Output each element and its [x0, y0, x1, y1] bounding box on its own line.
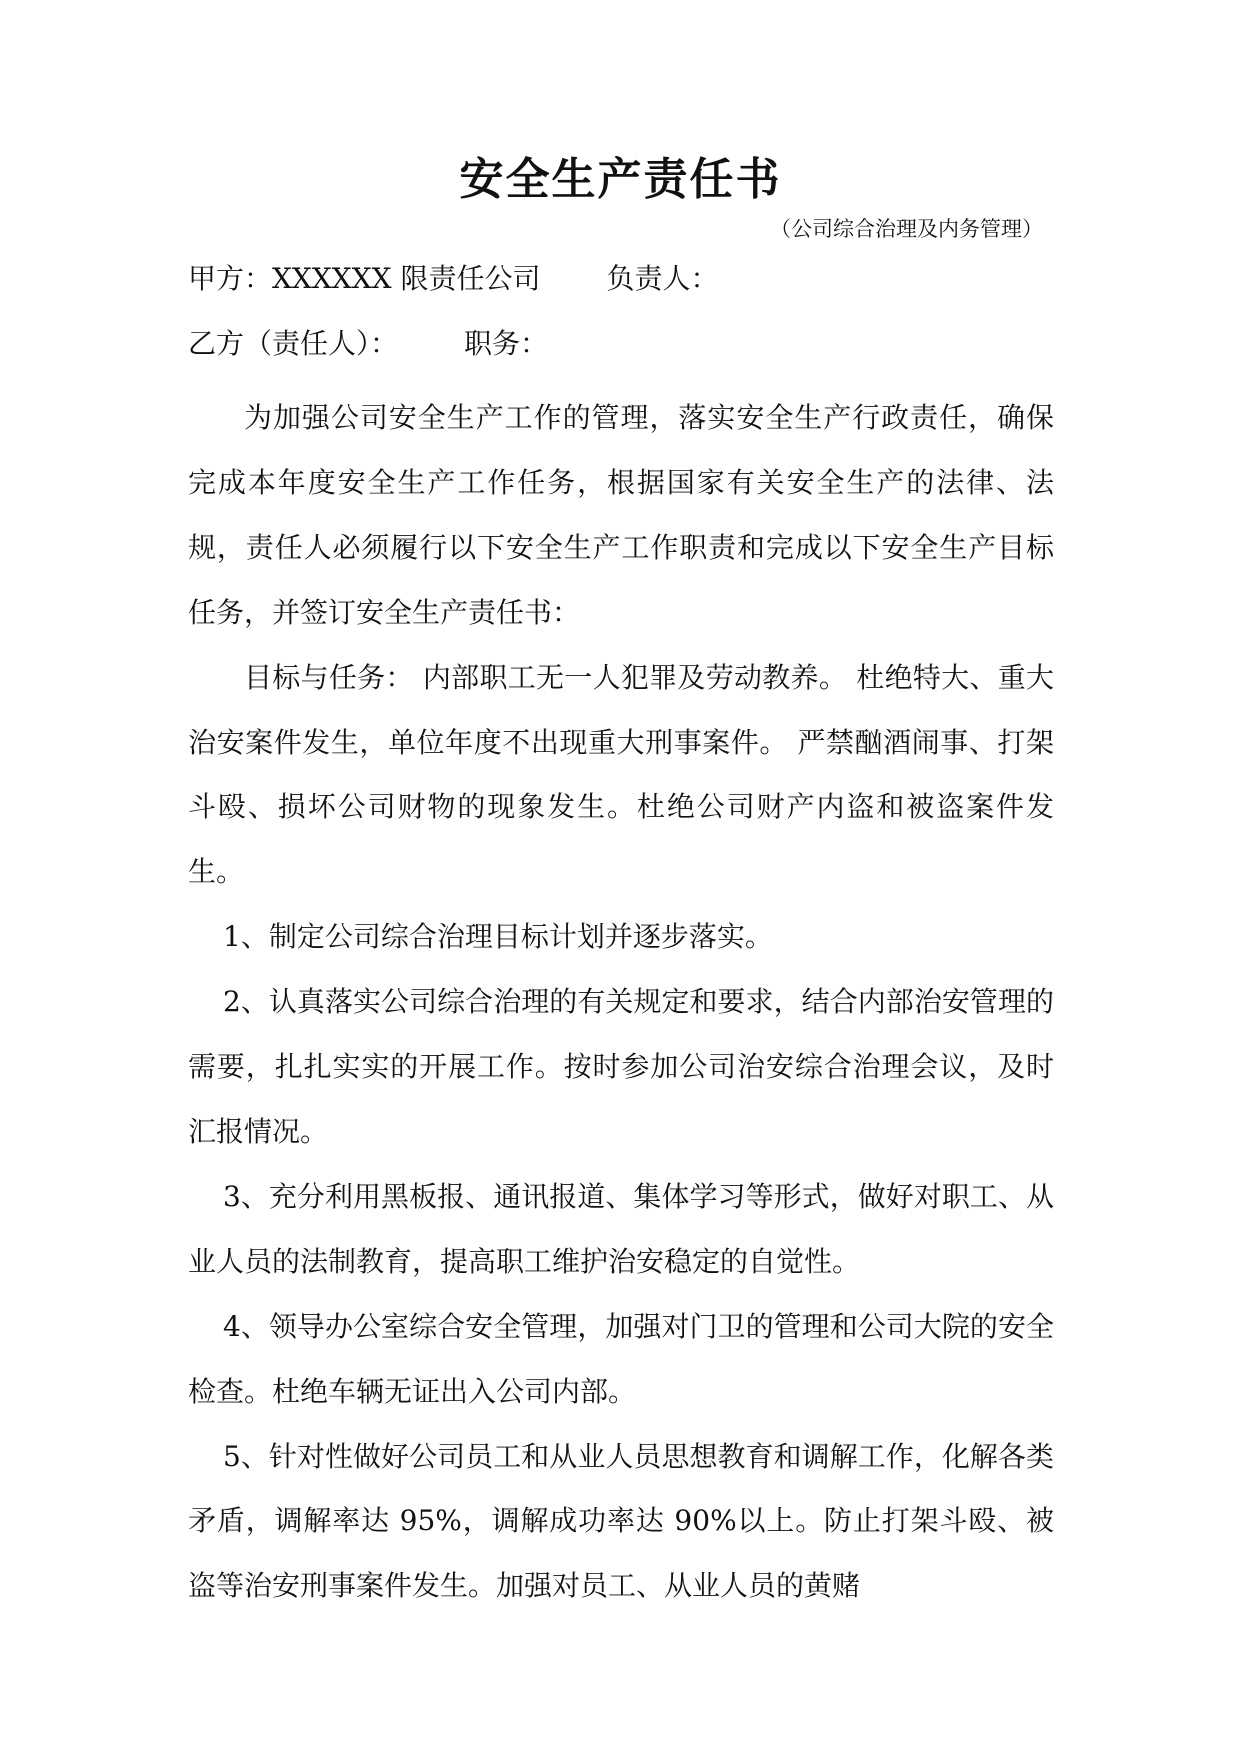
intro-paragraph: 为加强公司安全生产工作的管理，落实安全生产行政责任，确保完成本年度安全生产工作任务，根据国家有关安全生产的法律、法规，责任人必须履行以下安全生产工作职责和完成以下安全生产目标任务，并签订安全生产责任书：: [188, 401, 1054, 629]
document-subtitle: （公司综合治理及内务管理）: [770, 217, 1043, 241]
list-item: 1、制定公司综合治理目标计划并逐步落实。: [223, 920, 773, 954]
party-b-position-label: 职务：: [464, 327, 549, 360]
list-item: 4、领导办公室综合安全管理，加强对门卫的管理和公司大院的安全检查。杜绝车辆无证出入公司内部。: [188, 1309, 1054, 1408]
party-a-line: [188, 259, 719, 299]
list-item: 5、针对性做好公司员工和从业人员思想教育和调解工作，化解各类矛盾，调解率达 95%，调解成功率达 90%以上。防止打架斗殴、被盗等治安刑事案件发生。加强对员工、从业人员的黄赌: [188, 1439, 1054, 1603]
document-body: [188, 386, 1054, 1619]
document-title: 安全生产责任书: [459, 154, 782, 205]
party-a-label: 甲方：XXXXXX 限责任公司: [188, 262, 541, 295]
party-b-line: [188, 324, 548, 364]
party-b-label: 乙方（责任人）：: [188, 327, 399, 360]
list-item: 2、认真落实公司综合治理的有关规定和要求，结合内部治安管理的需要，扎扎实实的开展工作。按时参加公司治安综合治理会议，及时汇报情况。: [188, 985, 1054, 1148]
list-item: 3、充分利用黑板报、通讯报道、集体学习等形式，做好对职工、从业人员的法制教育，提高职工维护治安稳定的自觉性。: [188, 1179, 1054, 1278]
party-a-person-label: 负责人：: [606, 262, 719, 295]
goals-paragraph: 目标与任务： 内部职工无一人犯罪及劳动教养。 杜绝特大、重大治安案件发生，单位年度不出现重大刑事案件。 严禁酗酒闹事、打架斗殴、损坏公司财物的现象发生。杜绝公司财产内盗和被盗案件发生。: [188, 660, 1054, 889]
